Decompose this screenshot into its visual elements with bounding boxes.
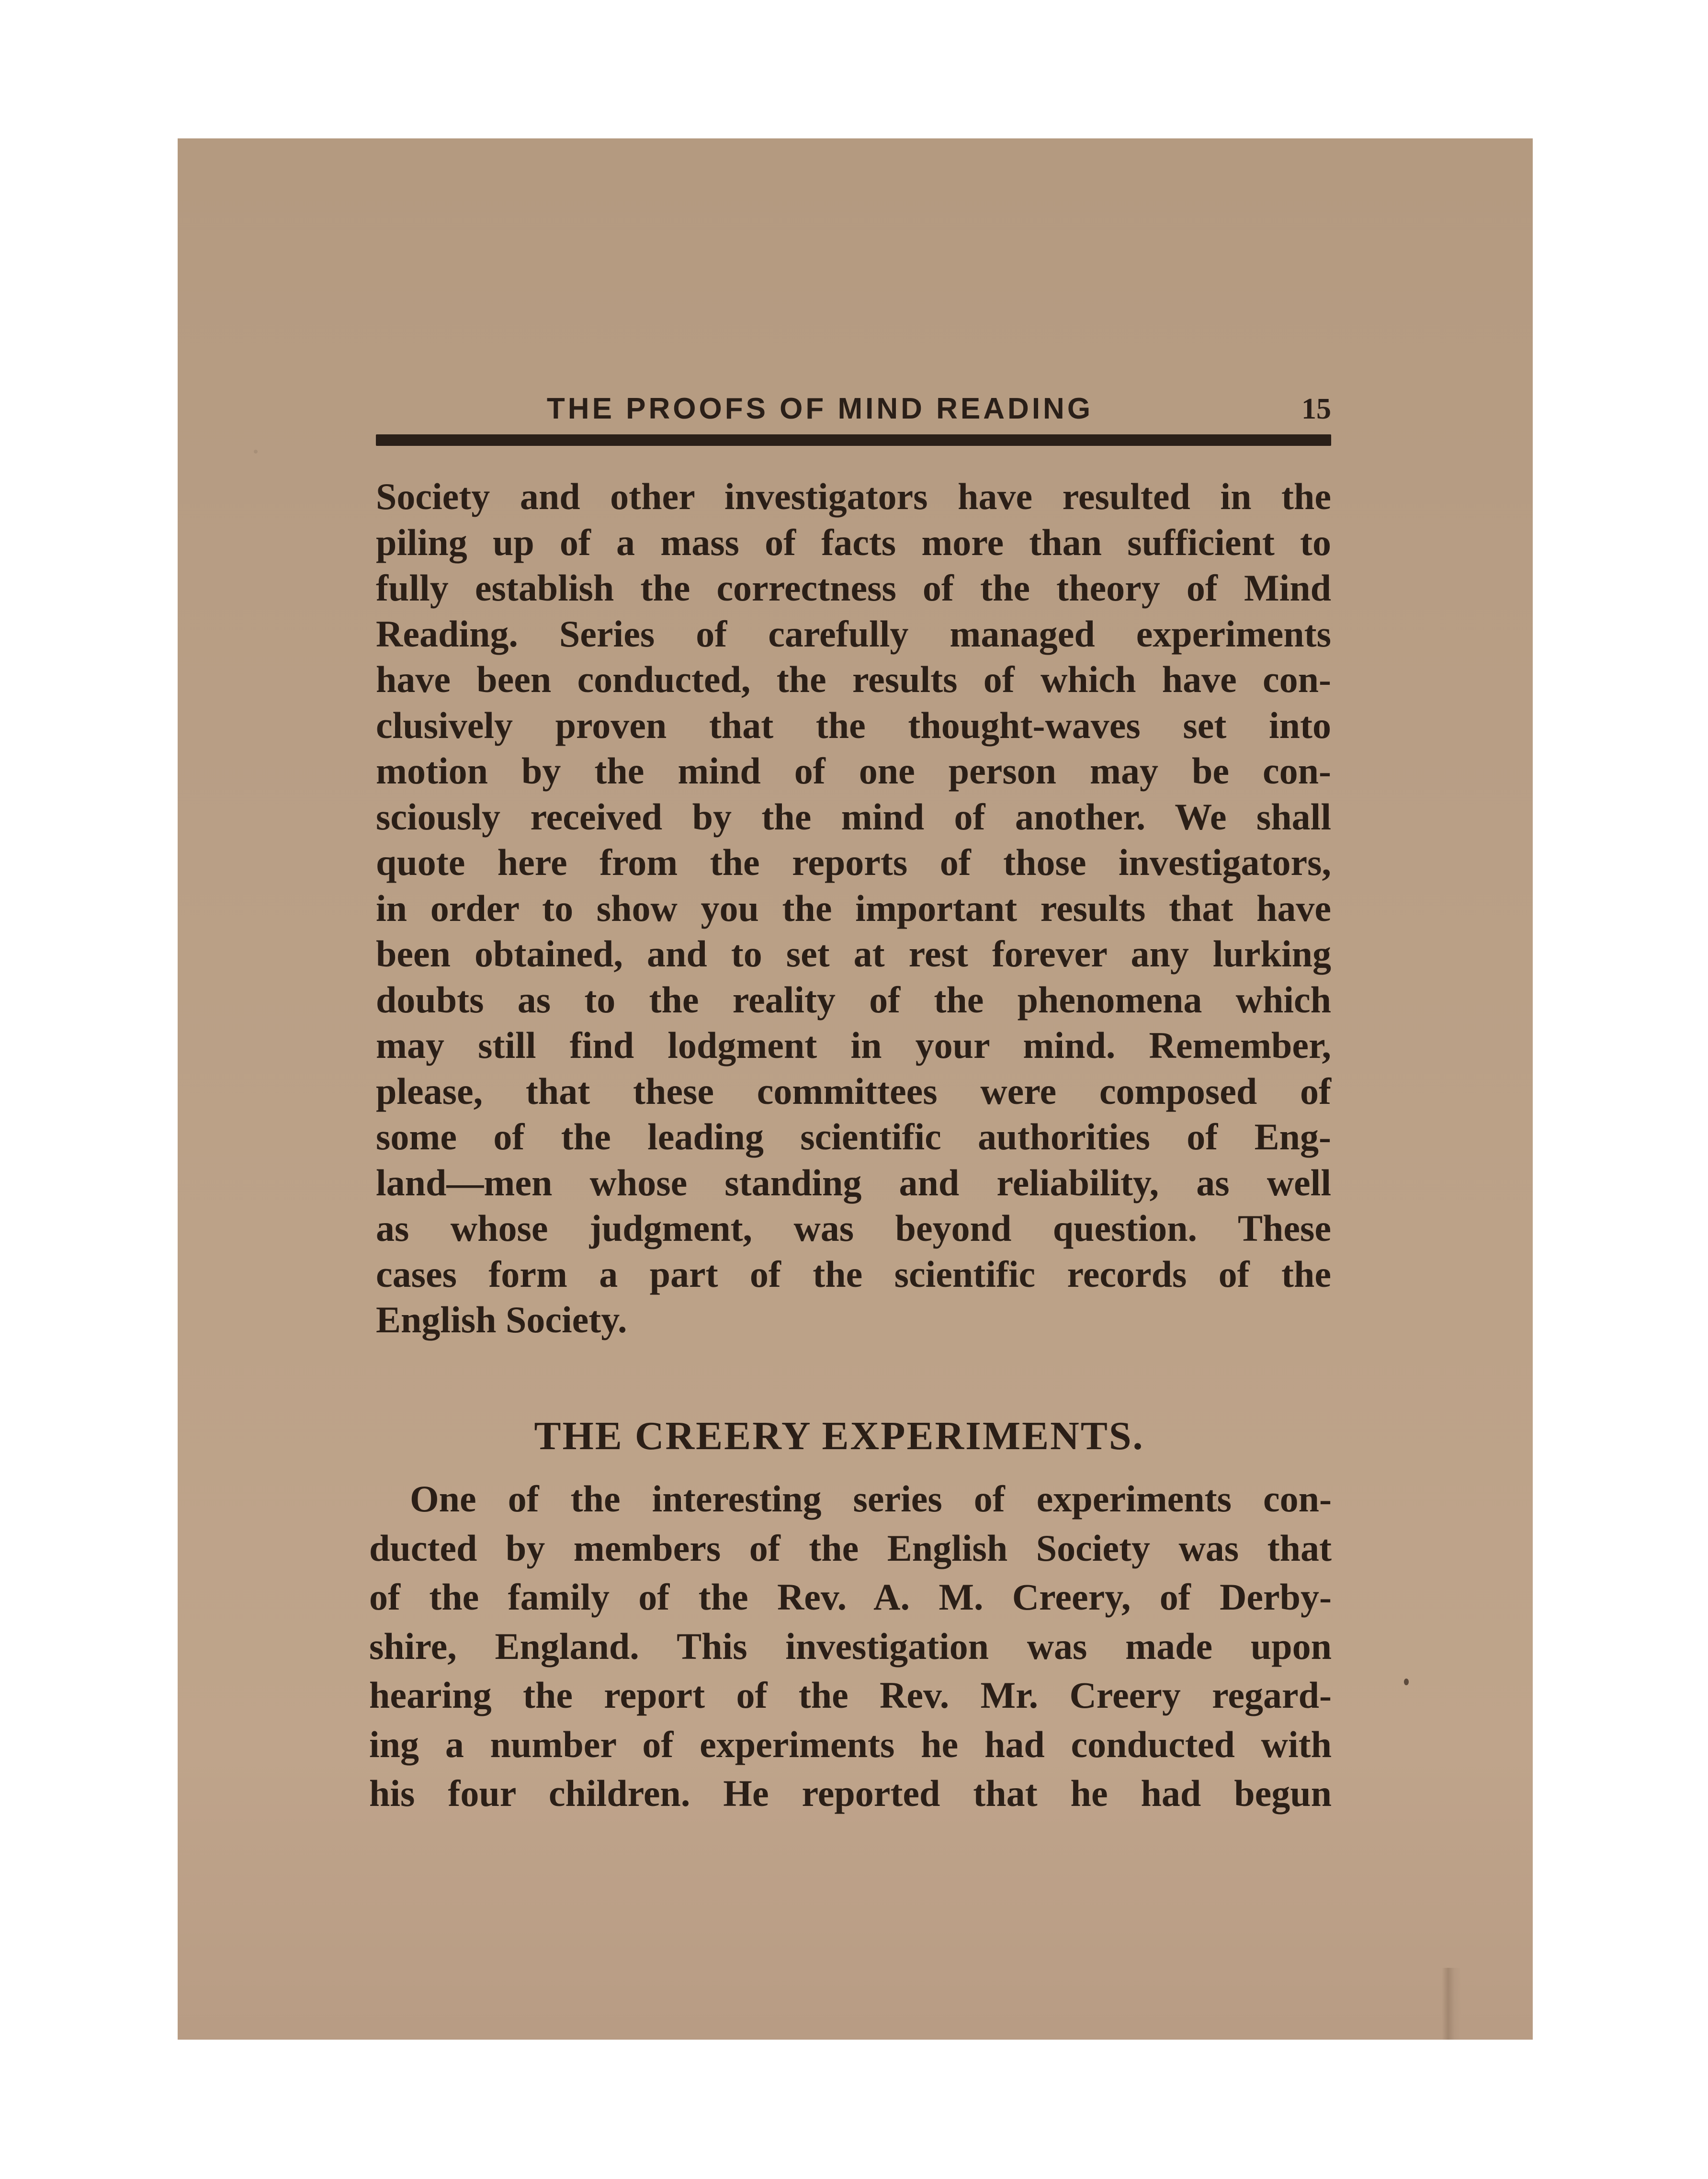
text-line: fully establish the correctness of the theory of Mind — [376, 567, 1331, 609]
text-line: in order to show you the important results that have — [376, 887, 1331, 929]
text-line: motion by the mind of one person may be con- — [376, 750, 1331, 792]
text-line: land—men whose standing and reliability, as well — [376, 1161, 1331, 1203]
running-head — [376, 392, 1331, 426]
text-line: been obtained, and to set at rest forever any lurking — [376, 933, 1331, 975]
text-line: Reading. Series of carefully managed experiments — [376, 613, 1331, 655]
text-line: ducted by members of the English Society was that — [369, 1527, 1332, 1569]
text-line: English Society. — [376, 1299, 627, 1340]
text-line: quote here from the reports of those investigators, — [376, 841, 1331, 883]
header-rule — [376, 434, 1331, 446]
text-line: ing a number of experiments he had conducted with — [369, 1723, 1332, 1765]
text-line: some of the leading scientific authorities of Eng- — [376, 1116, 1331, 1158]
paper-speck — [254, 450, 258, 454]
text-line: of the family of the Rev. A. M. Creery, of Derby- — [369, 1576, 1332, 1618]
text-line: have been conducted, the results of which have con- — [376, 658, 1331, 700]
text-line: as whose judgment, was beyond question. These — [376, 1207, 1331, 1249]
running-head-title: THE PROOFS OF MIND READING — [546, 392, 1094, 425]
text-line: One of the interesting series of experiments con- — [410, 1478, 1332, 1520]
text-line: clusively proven that the thought-waves set into — [376, 704, 1331, 746]
text-line: doubts as to the reality of the phenomena which — [376, 978, 1331, 1021]
page-number: 15 — [1301, 393, 1331, 425]
text-line: cases form a part of the scientific records of the — [376, 1253, 1331, 1295]
paper-speck — [1404, 1679, 1409, 1685]
section-heading: THE CREERY EXPERIMENTS. — [534, 1414, 1144, 1458]
book-page — [178, 138, 1533, 2040]
text-line: please, that these committees were composed of — [376, 1070, 1331, 1112]
text-line: Society and other investigators have resulted in the — [376, 476, 1331, 517]
text-line: shire, England. This investigation was made upon — [369, 1625, 1332, 1667]
text-line: hearing the report of the Rev. Mr. Creery regard- — [369, 1674, 1332, 1716]
paragraph-1 — [376, 474, 1331, 1343]
text-line: may still find lodgment in your mind. Remember, — [376, 1024, 1331, 1066]
text-line: sciously received by the mind of another. We shall — [376, 795, 1331, 838]
text-line: his four children. He reported that he had begun — [369, 1772, 1332, 1814]
text-line: piling up of a mass of facts more than sufficient to — [376, 521, 1331, 563]
paragraph-2 — [369, 1475, 1332, 1818]
